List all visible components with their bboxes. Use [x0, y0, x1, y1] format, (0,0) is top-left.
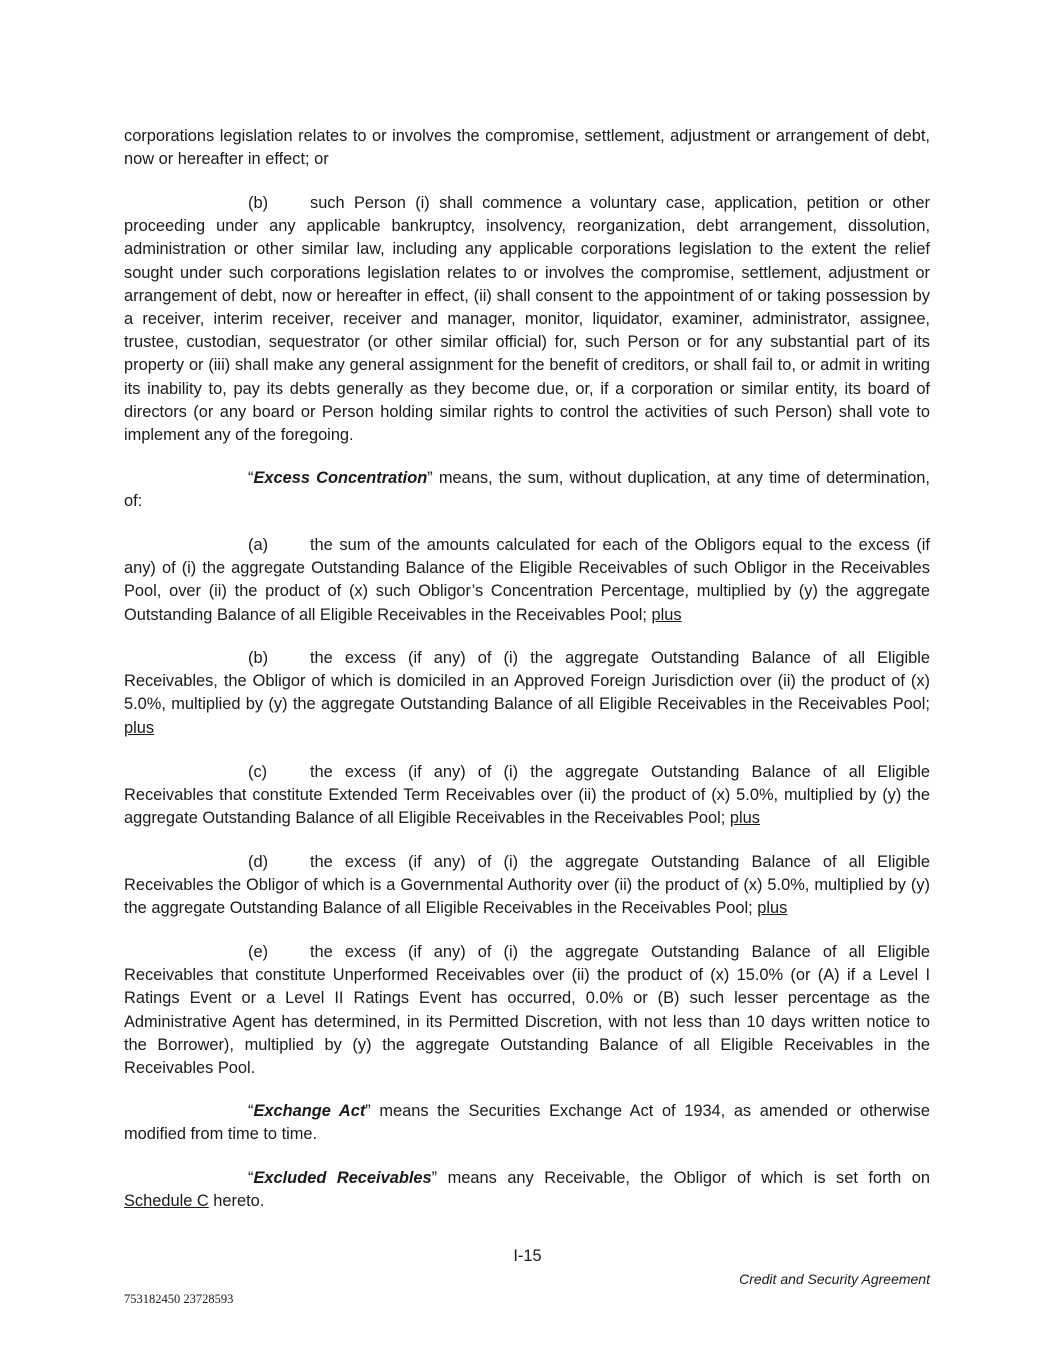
definition-text-end: hereto.: [208, 1192, 265, 1211]
clause-text: the sum of the amounts calculated for each of the Obligors equal to the excess (if any) of (i) the aggregate Outstanding Balance of the Eligible Receivables of such Obligor in the Receivables Pool, over (ii) the product of (x) such Obligor’s Concentration Percentage, multiplied by (y) the aggregate Outstanding Balance of all Eligible Receivables in the Receivables Pool;: [124, 536, 930, 624]
clause-label: (a): [248, 536, 269, 554]
clause-label: (d): [248, 853, 269, 871]
clause-text: the excess (if any) of (i) the aggregate Outstanding Balance of all Eligible Receivables, the Obligor of which is domiciled in an Approved Foreign Jurisdiction over (ii) the product of (x) 5.0%, multiplied by (y) the aggregate Outstanding Balance of all Eligible Receivables in the Receivables Pool;: [124, 649, 930, 714]
definition-text: ” means, the sum, without duplication, at any time of determination, of:: [124, 469, 930, 511]
defined-term: Excess Concentration: [253, 469, 428, 487]
paragraph-continuation: [124, 125, 930, 171]
clause-text: the excess (if any) of (i) the aggregate Outstanding Balance of all Eligible Receivables the Obligor of which is a Governmental Authority over (ii) the product of (x) 5.0%, multiplied by (y) the aggregate Outstanding Balance of all Eligible Receivables in the Receivables Pool;: [124, 853, 930, 918]
definition-text: ” means any Receivable, the Obligor of which is set forth on: [431, 1169, 930, 1187]
page-number: I-15: [513, 1247, 542, 1265]
document-id: 753182450 23728593: [124, 1292, 234, 1306]
definition-excluded-receivables: [124, 1167, 930, 1213]
clause-text: the excess (if any) of (i) the aggregate Outstanding Balance of all Eligible Receivables that constitute Unperformed Receivables over (ii) the product of (x) 15.0% (or (A) if a Level I Ratings Event or a Level II Ratings Event has occurred, 0.0% or (B) such lesser percentage as the Administrative Agent has determined, in its Permitted Discretion, with not less than 10 days written notice to the Borrower), multiplied by (y) the aggregate Outstanding Balance of all Eligible Receivables in the Receivables Pool.: [124, 943, 930, 1078]
clause-text: the excess (if any) of (i) the aggregate Outstanding Balance of all Eligible Receivables that constitute Extended Term Receivables over (ii) the product of (x) 5.0%, multiplied by (y) the aggregate Outstanding Balance of all Eligible Receivables in the Receivables Pool;: [124, 763, 930, 828]
plus-connector: plus: [651, 605, 682, 624]
clause-label: (e): [248, 943, 269, 961]
clause-label: (c): [248, 763, 268, 781]
footer-document-title: Credit and Security Agreement: [739, 1271, 930, 1287]
clause-b: [124, 647, 930, 740]
clause-c: [124, 761, 930, 831]
paragraph-text: corporations legislation relates to or involves the compromise, settlement, adjustment or arrangement of debt, now or hereafter in effect; or: [124, 127, 930, 169]
open-quote: “: [248, 1102, 254, 1120]
paragraph-text: such Person (i) shall commence a voluntary case, application, petition or other proceeding under any applicable bankruptcy, insolvency, reorganization, debt arrangement, dissolution, administration or other similar law, including any applicable corporations legislation to the extent the relief sought under such corporations legislation relates to or involves the compromise, settlement, adjustment or arrangement of debt, now or hereafter in effect, (ii) shall consent to the appointment of or taking possession by a receiver, interim receiver, receiver and manager, monitor, liquidator, examiner, administrator, assignee, trustee, custodian, sequestrator (or other similar official) for, such Person or for any substantial part of its property or (iii) shall make any general assignment for the benefit of creditors, or shall fail to, or admit in writing its inability to, pay its debts generally as they become due, or, if a corporation or similar entity, its board of directors (or any board or Person holding similar rights to control the activities of such Person) shall vote to implement any of the foregoing.: [124, 194, 930, 445]
open-quote: “: [248, 469, 254, 487]
clause-label: (b): [248, 649, 269, 667]
clause-label: (b): [248, 194, 269, 212]
plus-connector: plus: [729, 809, 760, 828]
definition-excess-concentration: [124, 467, 930, 513]
plus-connector: plus: [757, 899, 788, 918]
clause-e: [124, 941, 930, 1080]
open-quote: “: [248, 1169, 254, 1187]
definition-exchange-act: [124, 1100, 930, 1146]
defined-term: Exchange Act: [253, 1102, 366, 1120]
paragraph-b-insolvency: [124, 192, 930, 447]
plus-connector: plus: [124, 718, 155, 737]
schedule-reference: Schedule C: [124, 1192, 209, 1211]
definition-text: ” means the Securities Exchange Act of 1934, as amended or otherwise modified from time to time.: [124, 1102, 930, 1144]
defined-term: Excluded Receivables: [253, 1169, 432, 1187]
clause-a: [124, 534, 930, 627]
clause-d: [124, 851, 930, 921]
